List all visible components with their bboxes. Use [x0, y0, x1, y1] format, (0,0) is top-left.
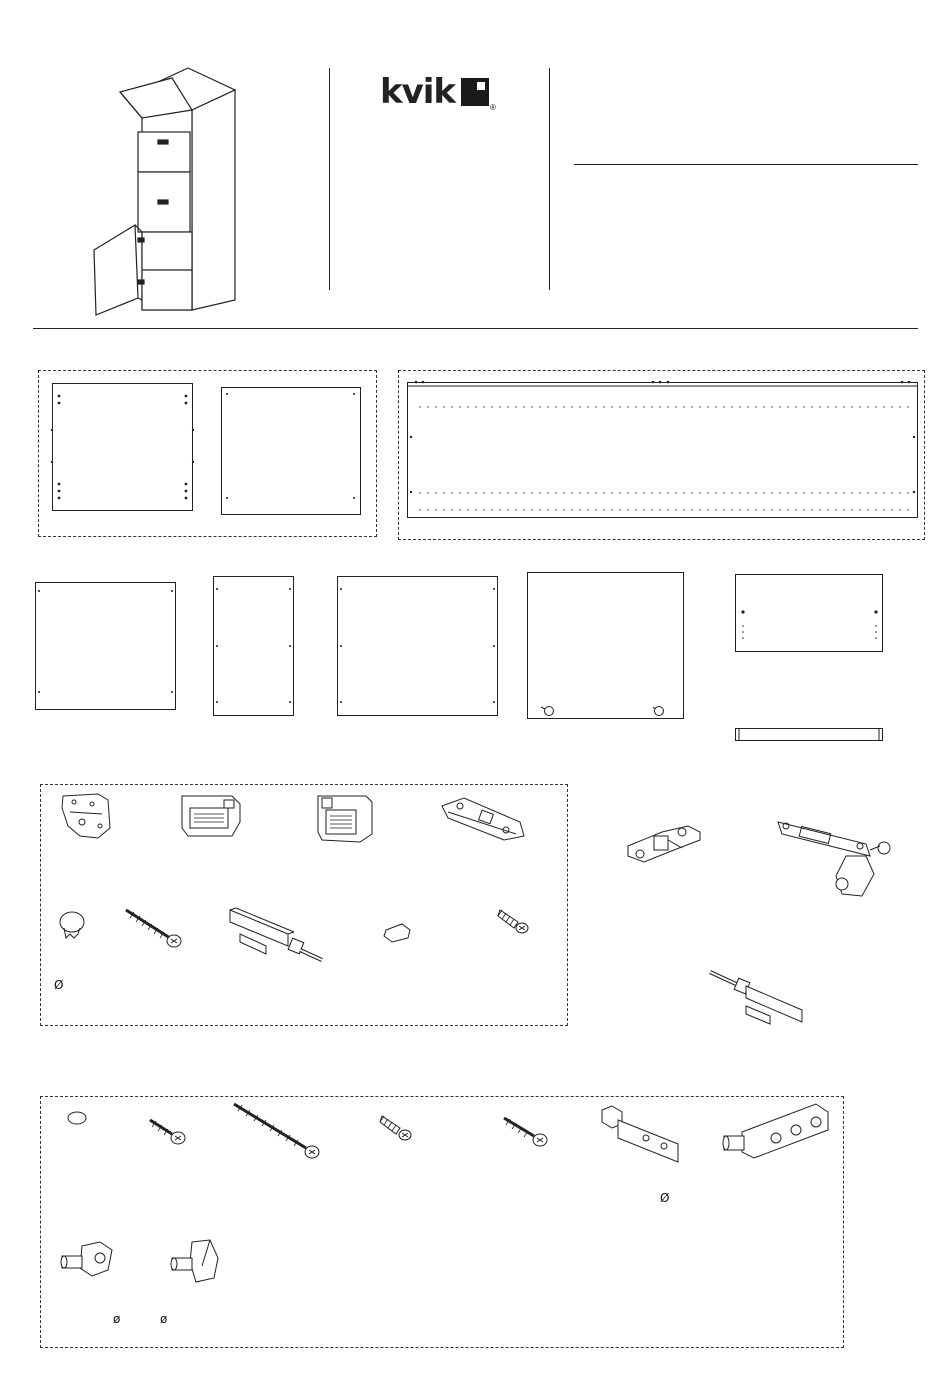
- hinge-icon: [776, 816, 896, 904]
- euro-screw-icon: [496, 906, 532, 936]
- shelf-pin-icon-b: [166, 1238, 226, 1286]
- connector-plate-icon: [720, 1102, 830, 1166]
- registered-mark: ®: [490, 103, 496, 112]
- cover-cap-icon: [58, 910, 88, 942]
- screw-icon-long: [232, 1102, 324, 1162]
- diameter-label-a: Ø: [54, 978, 64, 992]
- shelf-support-icon: [598, 1104, 684, 1168]
- diameter-label-b1: Ø: [660, 1191, 670, 1205]
- latch-icon: [706, 966, 806, 1032]
- diameter-label-b3: ø: [160, 1312, 168, 1326]
- suspension-bracket-icon-b: [316, 792, 374, 844]
- euro-screw-icon-b: [378, 1112, 414, 1144]
- suspension-bracket-icon: [180, 792, 242, 842]
- brand-name: kvik: [380, 72, 456, 112]
- mounting-bracket-icon: [58, 792, 118, 840]
- felt-pad-icon: [382, 922, 414, 944]
- screw-icon-medium: [502, 1116, 552, 1150]
- screw-icon-short: [148, 1118, 188, 1148]
- hinge-plate-icon: [624, 818, 704, 868]
- screw-icon: [124, 908, 184, 950]
- rail-clip-icon: [440, 796, 526, 842]
- bumper-icon: [66, 1110, 88, 1126]
- shelf-pin-icon-a: [58, 1240, 118, 1280]
- diameter-label-b2: ø: [113, 1312, 121, 1326]
- push-latch-icon: [226, 906, 326, 976]
